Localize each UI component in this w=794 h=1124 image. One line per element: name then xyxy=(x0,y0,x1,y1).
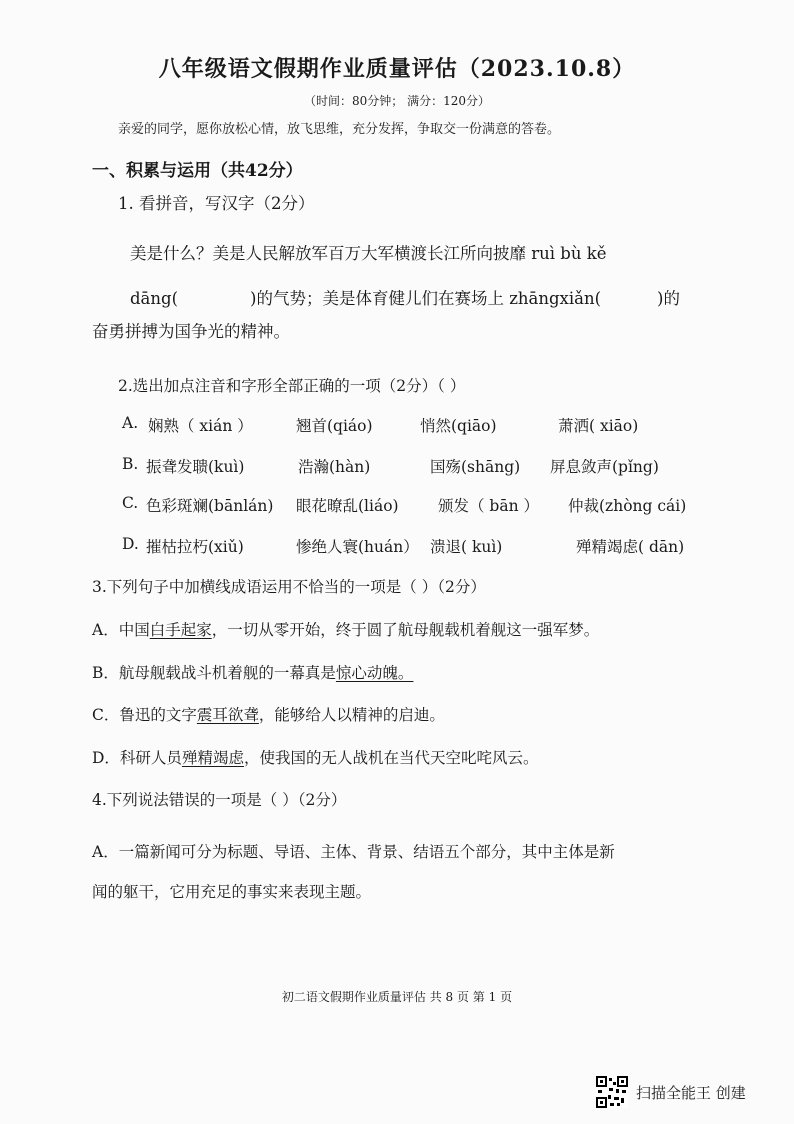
question-1-head: 1. 看拼音，写汉字（2分） xyxy=(118,194,315,213)
q2-b-item-3: 国殇(shāng) xyxy=(430,458,521,476)
question-2-option-d: D. xyxy=(122,535,139,553)
question-4-option-a-line-2: 闻的躯干，它用充足的事实来表现主题。 xyxy=(92,883,372,901)
q2-a-item-4: 萧洒( xiāo) xyxy=(558,417,639,435)
question-1-line-3: 奋勇拼搏为国争光的精神。 xyxy=(92,322,290,341)
exam-time-info: （时间：80分钟； 满分：120分） xyxy=(304,94,490,108)
underlined-idiom: 白手起家 xyxy=(149,621,212,639)
q2-c-item-1: 色彩斑斓(bānlán) xyxy=(146,497,274,515)
question-4-option-a-line-1: A．一篇新闻可分为标题、导语、主体、背景、结语五个部分，其中主体是新 xyxy=(92,843,615,861)
page-title: 八年级语文假期作业质量评估（2023.10.8） xyxy=(158,56,636,82)
q2-c-item-4: 仲裁(zhòng cái) xyxy=(568,497,687,515)
q2-c-item-2: 眼花暸乱(liáo) xyxy=(296,497,399,515)
question-1-line-2 xyxy=(130,285,680,309)
question-2-head: 2.选出加点注音和字形全部正确的一项（2分）（ ） xyxy=(118,377,466,395)
scanner-watermark: 扫描全能王 创建 xyxy=(636,1084,746,1102)
q2-d-item-1: 摧枯拉朽(xiǔ) xyxy=(146,538,244,556)
q2-d-item-4: 殚精竭虑( dān) xyxy=(576,538,685,556)
q2-a-item-2: 翘首(qiáo) xyxy=(296,417,373,435)
section-title: 一、积累与运用（共42分） xyxy=(92,161,303,181)
q2-d-item-2: 惨绝人寰(huán） xyxy=(296,538,419,556)
underlined-idiom: 震耳欲聋 xyxy=(196,706,259,724)
option-text: ，能够给人以精神的启迪。 xyxy=(258,706,445,724)
q2-d-item-3: 溃退( kuì) xyxy=(430,538,503,556)
greeting-text: 亲爱的同学，愿你放松心情，放飞思维，充分发挥，争取交一份满意的答卷。 xyxy=(118,122,561,137)
question-2-option-a xyxy=(122,414,138,432)
option-text: D．科研人员 xyxy=(92,749,182,767)
q1-line-2-end: )的 xyxy=(657,289,680,308)
q2-b-item-4: 屏息敛声(pǐng) xyxy=(550,458,659,476)
option-text: ，使我国的无人战机在当代天空叱咤风云。 xyxy=(243,749,539,767)
pinyin-dang: dāng( xyxy=(130,289,179,308)
q2-a-item-1: 娴熟（ xián ） xyxy=(148,417,253,435)
option-text: A．中国 xyxy=(92,621,150,639)
question-2-option-c: C. xyxy=(122,494,139,512)
option-text: ，一切从零开始，终于圆了航母舰载机着舰这一强军梦。 xyxy=(211,621,600,639)
question-3-option-d xyxy=(92,746,538,768)
option-label: A. xyxy=(122,414,139,432)
question-1-line-1: 美是什么？美是人民解放军百万大军横渡长江所向披靡 ruì bù kě xyxy=(130,244,607,263)
option-text: B．航母舰载战斗机着舰的一幕真是 xyxy=(92,664,336,682)
qr-code-icon xyxy=(596,1076,628,1108)
q1-line-2-middle: )的气势；美是体育健儿们在赛场上 zhāngxiǎn( xyxy=(250,289,602,308)
question-3-option-c xyxy=(92,703,445,725)
q2-b-item-1: 振聋发聩(kuì) xyxy=(146,458,245,476)
underlined-idiom: 殚精竭虑 xyxy=(181,749,244,767)
option-text: C．鲁迅的文字 xyxy=(92,706,197,724)
question-2-option-b: B. xyxy=(122,455,139,473)
question-3-head: 3.下列句子中加横线成语运用不恰当的一项是（ ）（2分） xyxy=(92,578,486,596)
q2-b-item-2: 浩瀚(hàn) xyxy=(298,458,371,476)
question-3-option-b xyxy=(92,661,413,683)
question-4-head: 4.下列说法错误的一项是（ ）（2分） xyxy=(92,791,347,809)
underlined-idiom: 惊心动魄。 xyxy=(335,664,414,682)
q2-a-item-3: 悄然(qiāo) xyxy=(420,417,497,435)
question-3-option-a xyxy=(92,618,599,640)
page-footer: 初二语文假期作业质量评估 共 8 页 第 1 页 xyxy=(281,990,513,1004)
q2-c-item-3: 颁发（ bān ） xyxy=(438,497,540,515)
